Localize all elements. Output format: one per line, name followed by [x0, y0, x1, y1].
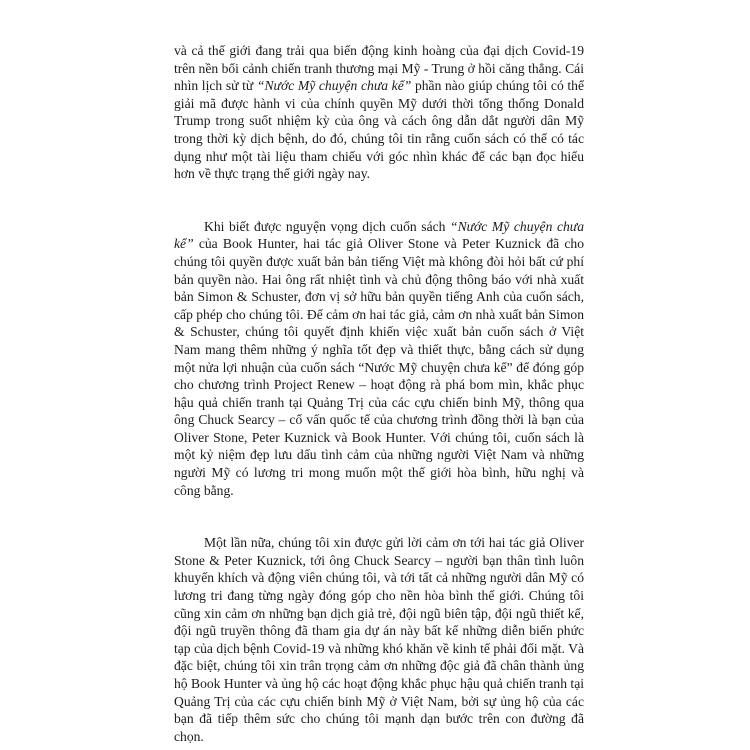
book-title-quote: “Nước Mỹ chuyện chưa kể”: [174, 218, 584, 252]
paragraph-2-text-a: Khi biết được nguyện vọng dịch cuốn sách: [204, 218, 451, 234]
paragraph-3: [174, 534, 584, 745]
paragraph-1-text-a: và cả thế giới đang trải qua biến động kinh hoàng của đại dịch Covid-19 trên nền bối cảnh chiến tranh thương mại Mỹ - Trung ở hồi căng thẳng. Cái nhìn lịch sử từ: [174, 43, 584, 94]
book-page: [174, 42, 584, 745]
paragraph-1: [174, 42, 584, 183]
paragraph-3-text: Một lần nữa, chúng tôi xin được gửi lời cảm ơn tới hai tác giả Oliver Stone & Peter Kuznick, tới ông Chuck Searcy – người bạn thân tình luôn khuyến khích và động viên chúng tôi, và tới tất cả những người dân Mỹ có lương tri đang từng ngày đóng góp cho nền hòa bình thế giới. Chúng tôi cũng xin cảm ơn những bạn dịch giả trẻ, đội ngũ biên tập, đội ngũ thiết kế, đội ngũ truyền thông đã tham gia dự án này bất kể những diễn biến phức tạp của dịch bệnh Covid-19 và những khó khăn về kinh tế phải đối mặt. Và đặc biệt, chúng tôi xin trân trọng cảm ơn những độc giả đã chân thành ủng hộ Book Hunter và ủng hộ các hoạt động khắc phục hậu quả chiến tranh tại Quảng Trị của các cựu chiến binh Mỹ ở Việt Nam, bởi sự ủng hộ của các bạn đã tiếp thêm sức cho chúng tôi mạnh dạn bước trên con đường đã chọn.: [174, 535, 584, 744]
paragraph-1-text-b: phần nào giúp chúng tôi có thể giải mã được hành vi của chính quyền Mỹ dưới thời tổng thống Donald Trump trong suốt nhiệm kỳ của ông và cách ông dẫn dắt người dân Mỹ trong thời kỳ dịch bệnh, do đó, chúng tôi tin rằng cuốn sách có thể có tác dụng như một tài liệu tham chiếu với góc nhìn khác để các bạn đọc hiểu hơn về thực trạng thế giới ngày nay.: [174, 78, 584, 182]
book-title-quote: “Nước Mỹ chuyện chưa kể”: [256, 78, 412, 94]
paragraph-2-text-b: của Book Hunter, hai tác giả Oliver Stone và Peter Kuznick đã cho chúng tôi quyền được xuất bản bản tiếng Việt mà không đòi hỏi bất cứ phí bản quyền nào. Hai ông rất nhiệt tình và chủ động thông báo với nhà xuất bản Simon & Schuster, đơn vị sở hữu bản quyền tiếng Anh của cuốn sách, cấp phép cho chúng tôi. Để cảm ơn hai tác giả, cảm ơn nhà xuất bản Simon & Schuster, chúng tôi quyết định khiến việc xuất bản cuốn sách ở Việt Nam mang thêm những ý nghĩa tốt đẹp và thiết thực, bằng cách sử dụng một nửa lợi nhuận của cuốn sách “Nước Mỹ chuyện chưa kể” để đóng góp cho chương trình Project Renew – hoạt động rà phá bom mìn, khắc phục hậu quả chiến tranh tại Quảng Trị của các cựu chiến binh Mỹ, thông qua ông Chuck Searcy – cố vấn quốc tế của chương trình đồng thời là bạn của Oliver Stone, Peter Kuznick và Book Hunter. Với chúng tôi, cuốn sách là một kỷ niệm đẹp lưu dấu tình cảm của những người Việt Nam và những người Mỹ có lương tri mong muốn một thế giới hòa bình, hữu nghị và công bằng.: [174, 236, 584, 498]
paragraph-2: [174, 218, 584, 500]
